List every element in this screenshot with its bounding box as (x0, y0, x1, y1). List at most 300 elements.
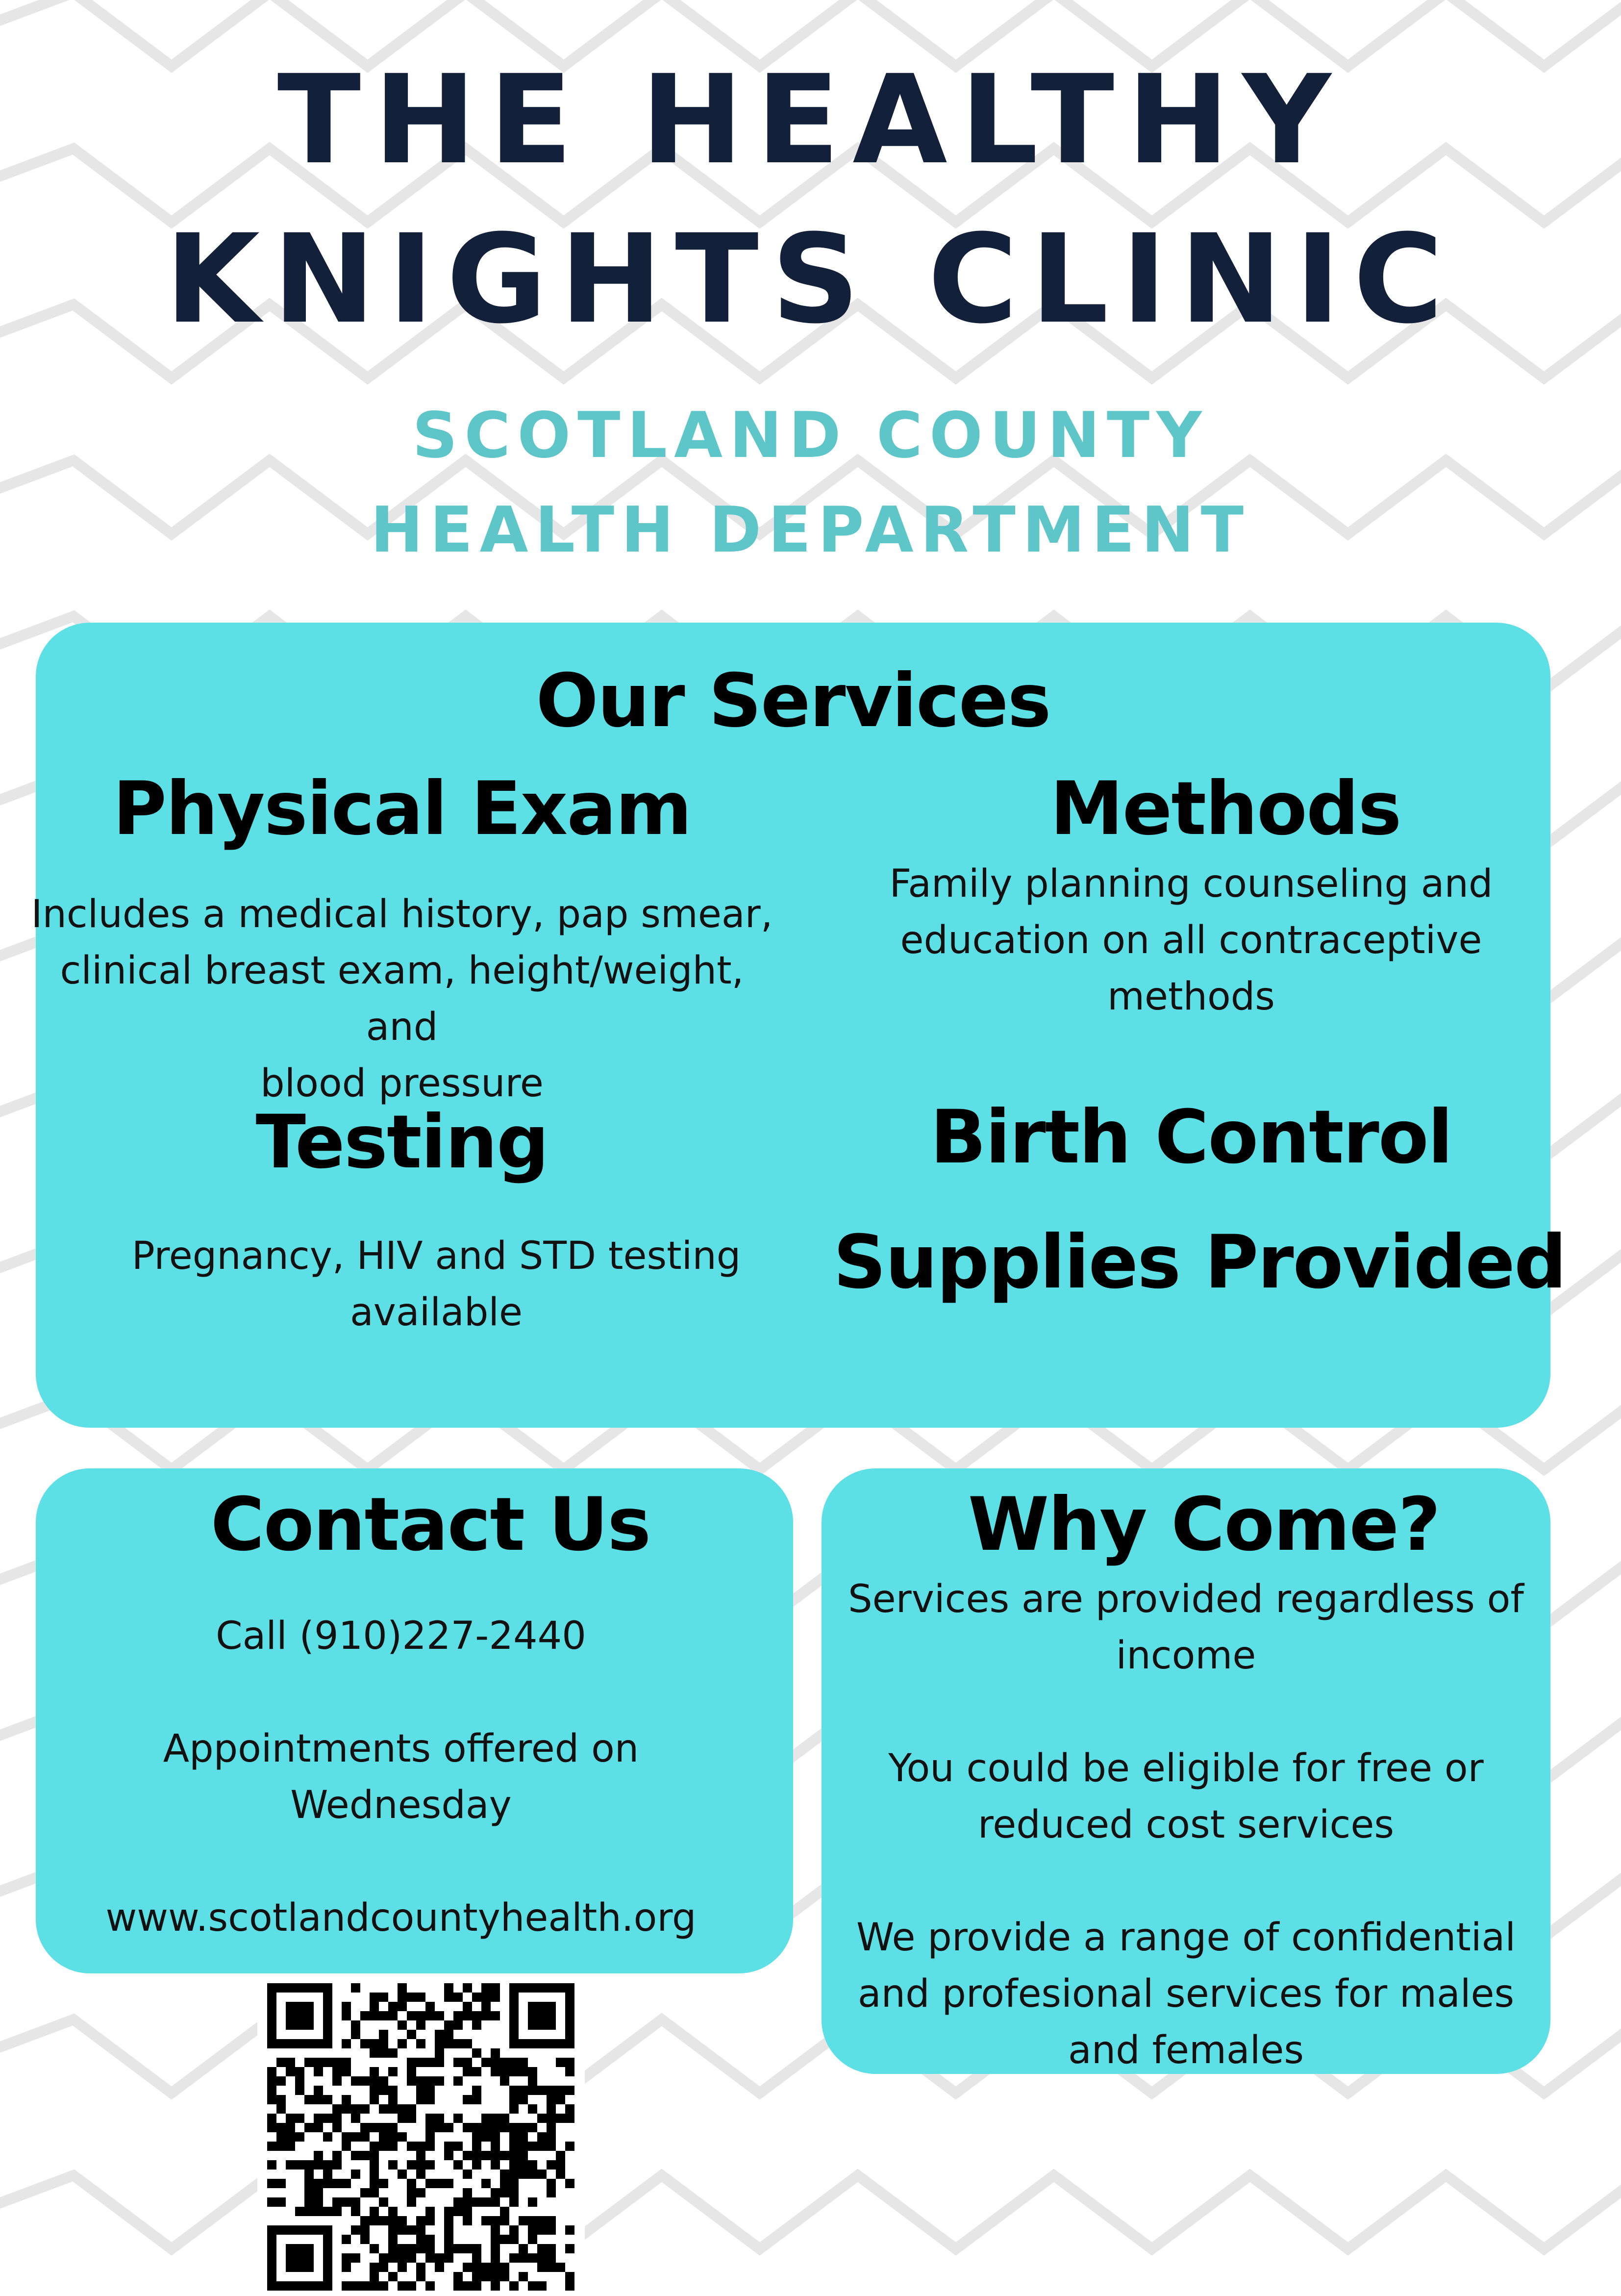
qr-module (519, 2058, 528, 2067)
qr-module (472, 2272, 481, 2281)
qr-module (379, 2142, 388, 2151)
qr-module (332, 2197, 342, 2207)
qr-module (267, 2086, 276, 2095)
qr-module (379, 1993, 388, 2002)
qr-module (519, 2244, 528, 2253)
qr-module (463, 2281, 472, 2291)
qr-module (435, 2058, 444, 2067)
qr-module (463, 2151, 472, 2160)
qr-module (509, 2160, 519, 2170)
qr-module (286, 2142, 295, 2151)
birth-control-title-line-2: Supplies Provided (833, 1220, 1566, 1305)
qr-module (314, 2123, 323, 2132)
qr-module (453, 2160, 463, 2170)
qr-module (463, 2095, 472, 2104)
qr-module (509, 2188, 519, 2197)
qr-module (304, 2058, 314, 2067)
qr-module (500, 2123, 509, 2132)
qr-module (528, 2225, 537, 2235)
qr-module (416, 1993, 425, 2002)
qr-module (388, 2225, 398, 2235)
qr-module (519, 2132, 528, 2142)
qr-module (444, 2020, 453, 2030)
qr-module (407, 2160, 416, 2170)
qr-module (416, 2058, 425, 2067)
qr-module (416, 2095, 425, 2104)
qr-module (370, 2244, 379, 2253)
qr-module (304, 2123, 314, 2132)
qr-module (472, 2123, 481, 2132)
qr-module (425, 2142, 435, 2151)
qr-module (481, 2011, 491, 2020)
qr-module (463, 1983, 472, 1993)
qr-module (388, 2216, 398, 2225)
qr-module (472, 2197, 481, 2207)
qr-module (314, 2067, 323, 2076)
qr-module (398, 2132, 407, 2142)
qr-module (509, 2104, 519, 2114)
qr-module (388, 2104, 398, 2114)
qr-module (342, 2067, 351, 2076)
qr-module (323, 2207, 332, 2216)
qr-module (425, 2114, 435, 2123)
qr-module (370, 2272, 379, 2281)
qr-module (444, 2142, 453, 2151)
qr-module (463, 2123, 472, 2132)
qr-module (332, 2179, 342, 2188)
why-p1-line-2: income (1116, 1634, 1256, 1678)
qr-module (547, 2095, 556, 2104)
qr-module (519, 2160, 528, 2170)
qr-module (481, 2002, 491, 2011)
qr-module (556, 2151, 565, 2160)
qr-module (388, 2095, 398, 2104)
qr-module (370, 2123, 379, 2132)
qr-module (491, 2048, 500, 2058)
qr-module (342, 2179, 351, 2188)
qr-module (528, 2086, 537, 2095)
qr-module (398, 2020, 407, 2030)
qr-module (370, 2048, 379, 2058)
qr-module (463, 2207, 472, 2216)
qr-module (388, 2011, 398, 2020)
qr-module (351, 2114, 360, 2123)
qr-code-graphic (257, 1981, 585, 2294)
qr-module (491, 2142, 500, 2151)
methods-title: Methods (1050, 766, 1401, 852)
qr-module (435, 2263, 444, 2272)
qr-module (509, 2281, 519, 2291)
qr-module (425, 2058, 435, 2067)
qr-module (556, 2114, 565, 2123)
qr-module (323, 2095, 332, 2104)
qr-module (472, 2095, 481, 2104)
qr-module (556, 2170, 565, 2179)
qr-module (407, 2225, 416, 2235)
qr-module (370, 2095, 379, 2104)
qr-module (416, 2039, 425, 2048)
qr-module (556, 2086, 565, 2095)
qr-module (304, 2207, 314, 2216)
qr-module (351, 2030, 360, 2039)
qr-module (332, 2160, 342, 2170)
qr-module (463, 2039, 472, 2048)
qr-module (565, 2179, 574, 2188)
physical-exam-line-1: Includes a medical history, pap smear, (31, 892, 773, 936)
qr-module (453, 2020, 463, 2030)
qr-module (342, 2281, 351, 2291)
qr-module (491, 2011, 500, 2020)
qr-module (360, 2225, 370, 2235)
qr-module (481, 2132, 491, 2142)
qr-module (509, 2225, 519, 2235)
qr-module (360, 2216, 370, 2225)
qr-module (370, 2011, 379, 2020)
qr-module (398, 2002, 407, 2011)
contact-heading: Contact Us (210, 1482, 650, 1567)
qr-module (379, 2104, 388, 2114)
qr-module (276, 2132, 286, 2142)
qr-module (519, 2216, 528, 2225)
qr-module (314, 2058, 323, 2067)
qr-module (547, 2244, 556, 2253)
qr-module (537, 2114, 547, 2123)
qr-module (286, 2123, 295, 2132)
qr-module (472, 2253, 481, 2263)
qr-module (509, 2095, 519, 2104)
qr-module (286, 2058, 295, 2067)
qr-module (435, 2076, 444, 2086)
why-p3-line-3: and females (1068, 2028, 1304, 2072)
qr-module (425, 2086, 435, 2095)
why-paragraph-1 (822, 1571, 1550, 1684)
qr-module (435, 2011, 444, 2020)
qr-module (407, 2114, 416, 2123)
qr-module (528, 2235, 537, 2244)
qr-module (360, 2151, 370, 2160)
qr-module (481, 2123, 491, 2132)
qr-module (528, 2160, 537, 2170)
qr-module (537, 2253, 547, 2263)
qr-module (444, 2151, 453, 2160)
qr-module (286, 2132, 295, 2142)
qr-module (481, 2272, 491, 2281)
qr-module (370, 2207, 379, 2216)
qr-module (463, 2170, 472, 2179)
qr-module (351, 2076, 360, 2086)
qr-module (519, 2253, 528, 2263)
qr-module (491, 1993, 500, 2002)
qr-module (472, 2132, 481, 2142)
qr-module (314, 2086, 323, 2095)
qr-module (304, 2188, 314, 2197)
qr-module (407, 2244, 416, 2253)
qr-module (304, 2170, 314, 2179)
qr-module (463, 2011, 472, 2020)
qr-module (314, 2095, 323, 2104)
qr-code-icon[interactable] (257, 1981, 585, 2294)
qr-module (537, 2142, 547, 2151)
qr-module (537, 2244, 547, 2253)
qr-module (314, 2114, 323, 2123)
qr-module (416, 2151, 425, 2160)
qr-module (565, 2058, 574, 2067)
physical-exam-line-3: blood pressure (260, 1061, 544, 1106)
qr-module (379, 2132, 388, 2142)
qr-module (416, 2160, 425, 2170)
qr-module (565, 2104, 574, 2114)
qr-module (416, 2170, 425, 2179)
qr-module (342, 2263, 351, 2272)
qr-module (379, 2048, 388, 2058)
qr-module (276, 2179, 286, 2188)
qr-module (304, 2095, 314, 2104)
qr-module (388, 2132, 398, 2142)
qr-module (453, 2039, 463, 2048)
qr-module (342, 2142, 351, 2151)
qr-module (295, 2207, 304, 2216)
qr-module (444, 2207, 453, 2216)
qr-module (370, 2170, 379, 2179)
qr-module (286, 2002, 314, 2030)
methods-description (853, 856, 1529, 1025)
qr-module (360, 2011, 370, 2020)
qr-module (519, 2086, 528, 2095)
qr-module (528, 2067, 537, 2076)
qr-module (453, 2076, 463, 2086)
qr-module (444, 2216, 453, 2225)
qr-module (509, 2058, 519, 2067)
qr-module (425, 2207, 435, 2216)
qr-module (491, 2281, 500, 2291)
qr-module (295, 2086, 304, 2095)
qr-module (500, 2076, 509, 2086)
qr-module (295, 2160, 304, 2170)
qr-module (425, 2216, 435, 2225)
qr-module (537, 2086, 547, 2095)
qr-module (453, 1993, 463, 2002)
qr-module (276, 2197, 286, 2207)
qr-module (276, 2104, 286, 2114)
qr-module (491, 2151, 500, 2160)
qr-module (547, 2104, 556, 2114)
qr-module (463, 2244, 472, 2253)
qr-module (463, 2067, 472, 2076)
qr-module (398, 2039, 407, 2048)
qr-module (407, 2197, 416, 2207)
qr-module (370, 2151, 379, 2160)
qr-module (491, 2253, 500, 2263)
qr-module (425, 2002, 435, 2011)
why-p1-line-1: Services are provided regardless of (848, 1577, 1524, 1621)
qr-module (472, 2142, 481, 2151)
qr-module (379, 2086, 388, 2095)
qr-module (370, 2160, 379, 2170)
qr-module (370, 2002, 379, 2011)
qr-module (295, 2114, 304, 2123)
qr-module (351, 2281, 360, 2291)
qr-module (453, 2011, 463, 2020)
qr-module (528, 2123, 537, 2132)
qr-module (304, 2179, 314, 2188)
qr-module (453, 2244, 463, 2253)
testing-line-1: Pregnancy, HIV and STD testing (131, 1234, 741, 1278)
qr-module (472, 1993, 481, 2002)
qr-module (342, 2104, 351, 2114)
qr-module (463, 2216, 472, 2225)
qr-module (323, 2132, 332, 2142)
qr-module (500, 2151, 509, 2160)
qr-module (370, 1993, 379, 2002)
qr-module (304, 2197, 314, 2207)
qr-module (407, 2030, 416, 2039)
qr-module (500, 2188, 509, 2197)
qr-module (267, 2160, 276, 2170)
qr-module (379, 2039, 388, 2048)
qr-module (500, 2235, 509, 2244)
birth-control-title-line-1: Birth Control (930, 1095, 1452, 1180)
appointments-line-2: Wednesday (290, 1783, 512, 1827)
qr-module (537, 2225, 547, 2235)
qr-module (370, 2216, 379, 2225)
qr-module (537, 2281, 547, 2291)
qr-module (379, 2076, 388, 2086)
qr-module (565, 2086, 574, 2095)
qr-module (453, 2058, 463, 2067)
qr-module (267, 2114, 276, 2123)
qr-module (500, 2207, 509, 2216)
qr-module (537, 2170, 547, 2179)
qr-module (416, 2216, 425, 2225)
qr-module (304, 2160, 314, 2170)
qr-module (388, 2207, 398, 2216)
qr-module (547, 2216, 556, 2225)
qr-module (351, 2225, 360, 2235)
qr-module (491, 2160, 500, 2170)
qr-module (416, 2086, 425, 2095)
contact-website-link[interactable]: www.scotlandcountyhealth.org (105, 1896, 697, 1940)
qr-module (407, 2188, 416, 2197)
qr-module (463, 2002, 472, 2011)
qr-module (416, 2244, 425, 2253)
qr-module (565, 2225, 574, 2235)
qr-module (351, 2151, 360, 2160)
qr-module (519, 2095, 528, 2104)
qr-module (323, 2179, 332, 2188)
qr-module (444, 2253, 453, 2263)
qr-module (519, 2067, 528, 2076)
title-line-2: KNIGHTS CLINIC (165, 208, 1456, 351)
qr-module (398, 2225, 407, 2235)
physical-exam-title: Physical Exam (113, 766, 691, 852)
qr-module (435, 2114, 444, 2123)
qr-module (444, 2123, 453, 2132)
qr-module (314, 2188, 323, 2197)
qr-module (416, 2263, 425, 2272)
qr-module (491, 2263, 500, 2272)
qr-module (379, 2123, 388, 2132)
qr-module (276, 2142, 286, 2151)
qr-module (491, 2197, 500, 2207)
qr-module (388, 2002, 398, 2011)
qr-module (547, 2263, 556, 2272)
qr-module (528, 2197, 537, 2207)
qr-module (388, 2253, 398, 2263)
qr-module (547, 2253, 556, 2263)
physical-exam-line-2: clinical breast exam, height/weight, and (60, 949, 744, 1049)
qr-module (388, 2086, 398, 2095)
qr-module (463, 2188, 472, 2197)
qr-module (295, 2132, 304, 2142)
qr-module (435, 2039, 444, 2048)
qr-module (416, 2020, 425, 2030)
qr-module (286, 2114, 295, 2123)
qr-module (509, 2067, 519, 2076)
qr-module (351, 1983, 360, 1993)
physical-exam-description (29, 886, 774, 1112)
qr-module (491, 2058, 500, 2067)
qr-module (314, 2197, 323, 2207)
qr-module (453, 2281, 463, 2291)
qr-module (276, 2095, 286, 2104)
qr-module (528, 2104, 537, 2114)
testing-title: Testing (255, 1100, 549, 1185)
qr-module (267, 2123, 276, 2132)
qr-module (481, 2114, 491, 2123)
why-paragraph-3 (822, 1910, 1550, 2079)
qr-module (332, 2076, 342, 2086)
qr-module (407, 2281, 416, 2291)
qr-module (509, 2197, 519, 2207)
qr-module (286, 2067, 295, 2076)
qr-module (425, 2011, 435, 2020)
qr-module (509, 2086, 519, 2095)
services-heading: Our Services (536, 658, 1050, 744)
qr-module (379, 2011, 388, 2020)
qr-module (500, 2058, 509, 2067)
qr-module (342, 2011, 351, 2020)
qr-module (481, 1983, 491, 1993)
qr-module (370, 2076, 379, 2086)
qr-module (491, 2114, 500, 2123)
qr-module (267, 2197, 276, 2207)
qr-module (444, 2030, 453, 2039)
qr-module (379, 2030, 388, 2039)
qr-module (351, 2020, 360, 2030)
qr-module (565, 2114, 574, 2123)
qr-module (472, 2151, 481, 2160)
qr-module (398, 1983, 407, 1993)
qr-module (416, 2011, 425, 2020)
qr-module (500, 2179, 509, 2188)
qr-module (407, 2058, 416, 2067)
qr-module (444, 2179, 453, 2188)
qr-module (342, 2253, 351, 2263)
qr-module (472, 2011, 481, 2020)
qr-module (444, 1993, 453, 2002)
qr-module (481, 2216, 491, 2225)
qr-module (547, 2160, 556, 2170)
qr-module (370, 2086, 379, 2095)
qr-module (556, 2263, 565, 2272)
qr-module (472, 2086, 481, 2095)
why-p2-line-2: reduced cost services (977, 1803, 1395, 1847)
qr-module (379, 2253, 388, 2263)
qr-module (323, 2170, 332, 2179)
qr-module (370, 2188, 379, 2197)
qr-module (444, 1983, 453, 1993)
qr-module (276, 2076, 286, 2086)
